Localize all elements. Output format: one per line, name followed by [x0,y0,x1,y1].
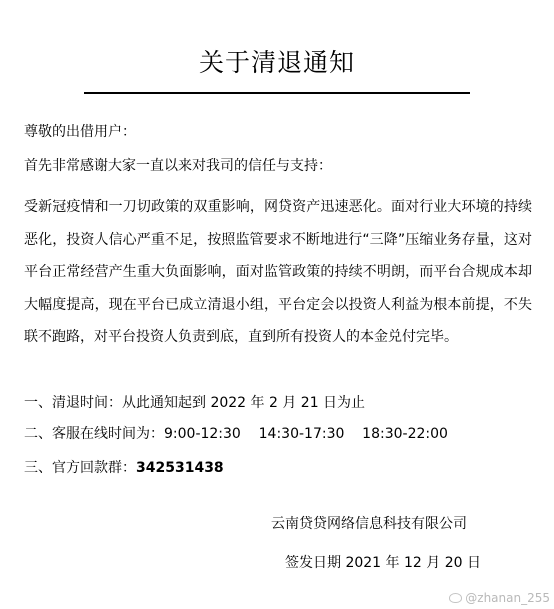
item-repayment-group [24,458,224,478]
item-label: 二、客服在线时间为： [24,426,164,442]
salutation: 尊敬的出借用户： [24,124,136,140]
item-value: 9:00-12:30 14:30-17:30 18:30-22:00 [164,426,448,442]
title-divider [84,92,470,94]
watermark [449,591,550,605]
item-value: 从此通知起到 2022 年 2 月 21 日为止 [122,395,366,411]
group-number: 342531438 [136,460,224,476]
watermark-text: @zhanan_255 [465,591,550,605]
issue-date: 签发日期 2021 年 12 月 20 日 [285,555,481,571]
weibo-icon [449,593,462,603]
notice-title: 关于清退通知 [198,48,355,77]
thanks-line: 首先非常感谢大家一直以来对我司的信任与支持： [24,158,332,174]
item-label: 三、官方回款群： [24,460,136,476]
item-label: 一、清退时间： [24,395,122,411]
item-clearance-time [24,393,365,413]
company-name: 云南贷贷网络信息科技有限公司 [271,516,467,532]
notice-body: 受新冠疫情和一刀切政策的双重影响，网贷资产迅速恶化。面对行业大环境的持续恶化，投资人信心严重不足，按照监管要求不断地进行“三降”压缩业务存量，这对平台正常经营产生重大负面影响，面对监管政策的持续不明朗，而平台合规成本却大幅度提高，现在平台已成立清退小组，平台定会以投资人利益为根本前提，不失联不跑路，对平台投资人负责到底，直到所有投资人的本金兑付完毕。 [24,199,532,345]
item-service-hours [24,424,448,444]
